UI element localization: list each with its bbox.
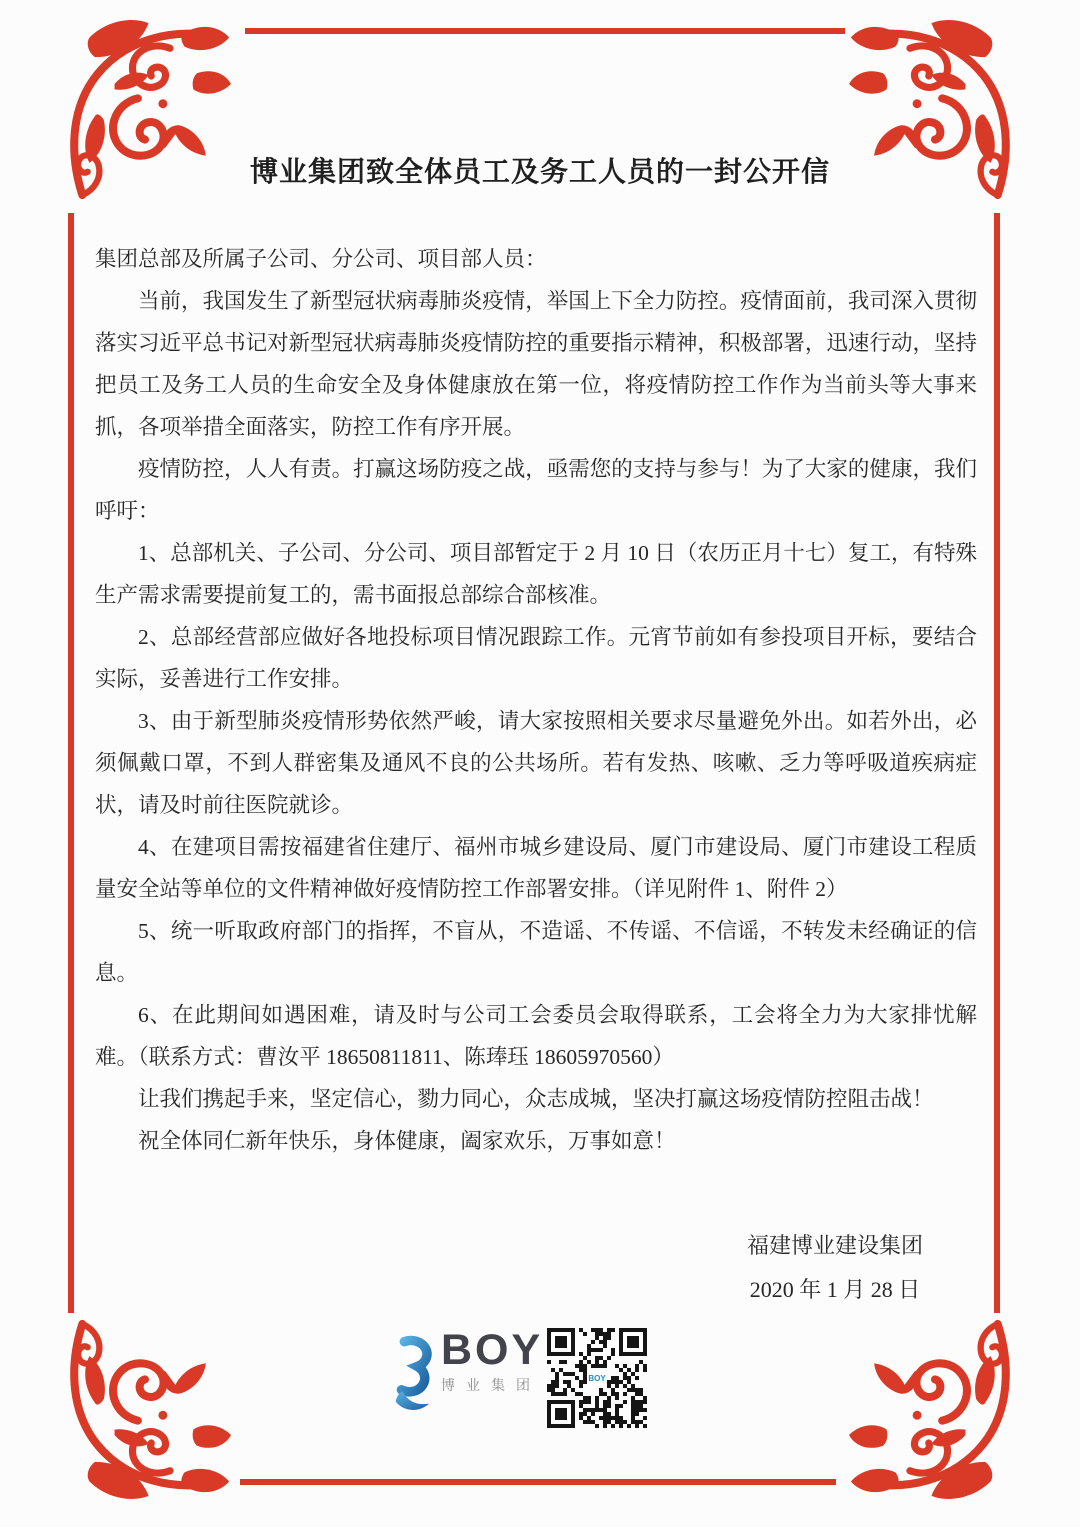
letter-paragraph: 4、在建项目需按福建省住建厅、福州市城乡建设局、厦门市建设局、厦门市建设工程质量安全站等单位的文件精神做好疫情防控工作部署安排。（详见附件 1、附件 2） bbox=[95, 835, 977, 901]
letter-title: 博业集团致全体员工及务工人员的一封公开信 bbox=[249, 157, 830, 188]
letter-body bbox=[95, 238, 977, 1162]
sparkle-star-icon bbox=[405, 1347, 420, 1362]
page-border-bottom bbox=[240, 1479, 836, 1485]
letter-paragraph: 让我们携起手来，坚定信心，勠力同心，众志成城，坚决打赢这场疫情防控阻击战！ bbox=[138, 1087, 934, 1111]
letter-paragraph: 3、由于新型肺炎疫情形势依然严峻，请大家按照相关要求尽量避免外出。如若外出，必须佩戴口罩，不到人群密集及通风不良的公共场所。若有发热、咳嗽、乏力等呼吸道疾病症状，请及时前往医院就诊。 bbox=[95, 709, 977, 817]
logo-text bbox=[441, 1326, 544, 1395]
letter-salutation: 集团总部及所属子公司、分公司、项目部人员： bbox=[95, 247, 547, 271]
signature-block bbox=[747, 1224, 923, 1312]
letter-paragraph: 5、统一听取政府部门的指挥，不盲从，不造谣、不传谣、不信谣，不转发未经确证的信息。 bbox=[95, 919, 977, 985]
logo-b-mark-icon bbox=[394, 1330, 438, 1416]
letter-paragraph: 2、总部经营部应做好各地投标项目情况跟踪工作。元宵节前如有参投项目开标，要结合实际，妥善进行工作安排。 bbox=[95, 625, 977, 691]
corner-ornament-bottom-right-icon bbox=[845, 1315, 1025, 1503]
letter-paragraph: 疫情防控，人人有责。打赢这场防疫之战，亟需您的支持与参与！为了大家的健康，我们呼吁： bbox=[95, 457, 977, 523]
letter-paragraph: 6、在此期间如遇困难，请及时与公司工会委员会取得联系，工会将全力为大家排忧解难。（联系方式：曹汝平 18650811811、陈琫珏 18605970560） bbox=[95, 1003, 977, 1069]
logo-cn-name: 博业集团 bbox=[441, 1377, 541, 1393]
company-logo bbox=[394, 1326, 544, 1416]
letter-paragraph: 祝全体同仁新年快乐，身体健康，阖家欢乐，万事如意！ bbox=[138, 1129, 676, 1153]
letter-paragraph: 1、总部机关、子公司、分公司、项目部暂定于 2 月 10 日（农历正月十七）复工，有特殊生产需求需要提前复工的，需书面报总部综合部核准。 bbox=[95, 541, 977, 607]
corner-ornament-bottom-left-icon bbox=[55, 1315, 235, 1503]
signature-company: 福建博业建设集团 bbox=[746, 1233, 923, 1258]
page-border-left bbox=[68, 213, 74, 1313]
svg-text:BOY: BOY bbox=[588, 1374, 606, 1383]
page-border-right bbox=[994, 213, 1000, 1313]
page-border-top bbox=[245, 28, 845, 34]
letter-paragraph: 当前，我国发生了新型冠状病毒肺炎疫情，举国上下全力防控。疫情面前，我司深入贯彻落实习近平总书记对新型冠状病毒肺炎疫情防控的重要指示精神，积极部署，迅速行动，坚持把员工及务工人员的生命安全及身体健康放在第一位，将疫情防控工作作为当前头等大事来抓，各项举措全面落实，防控工作有序开展。 bbox=[95, 289, 977, 439]
signature-date: 2020 年 1 月 28 日 bbox=[749, 1277, 921, 1302]
qr-code bbox=[547, 1328, 647, 1428]
logo-wordmark: BOY bbox=[441, 1326, 544, 1374]
